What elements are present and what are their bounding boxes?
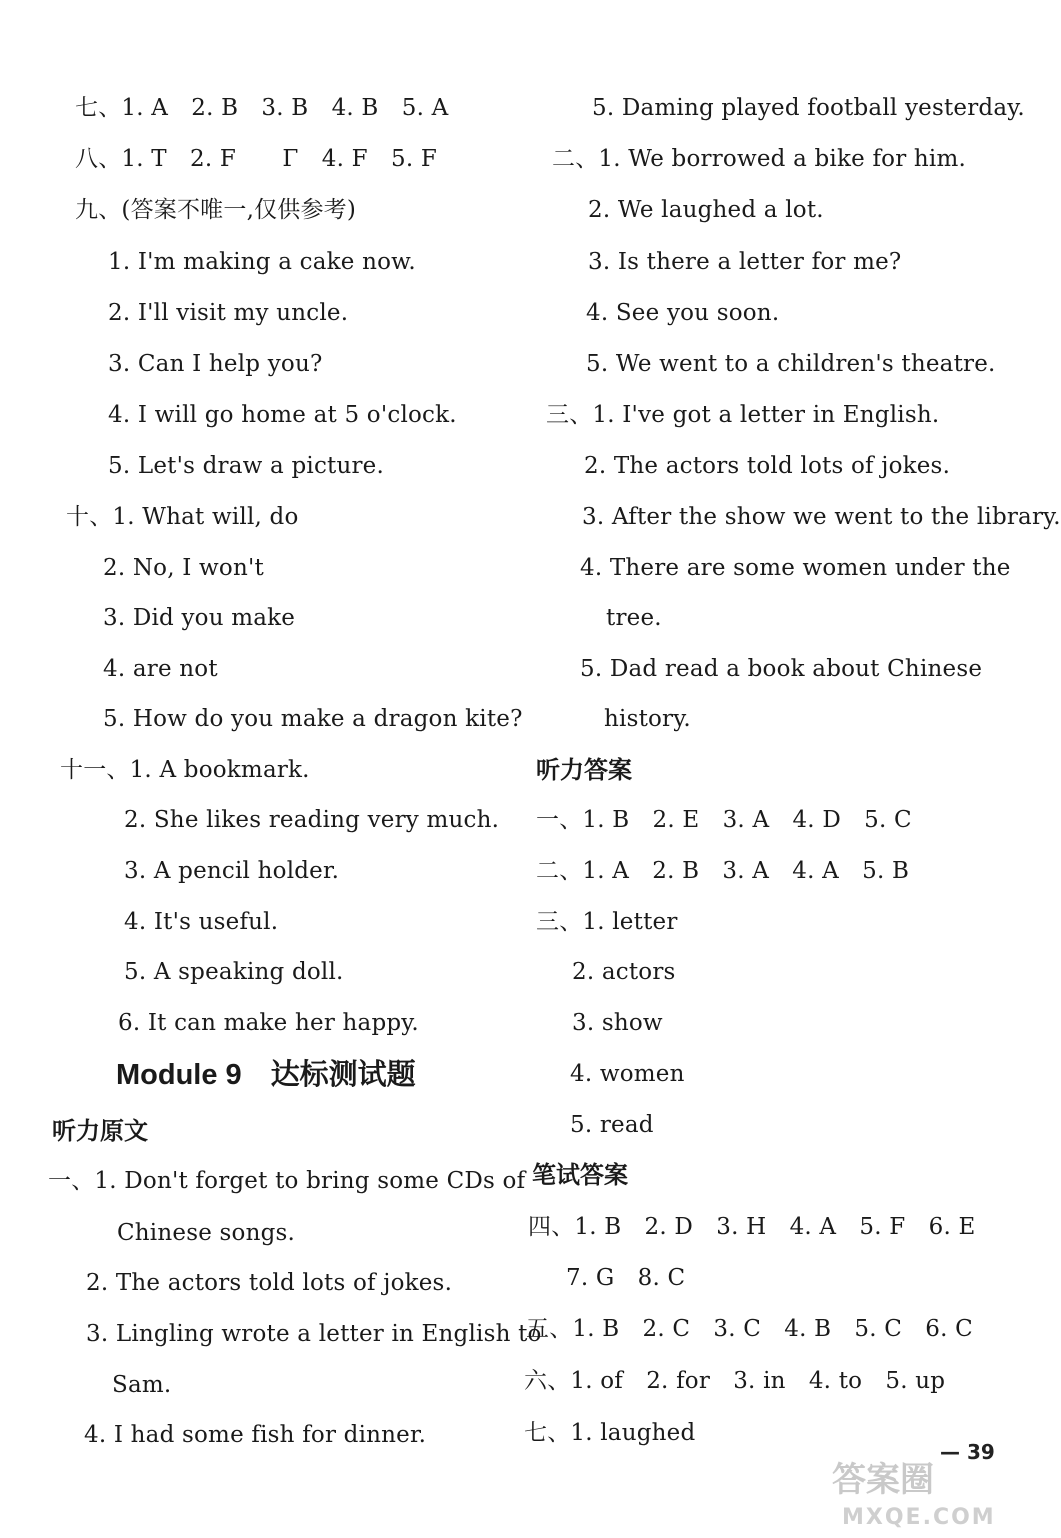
answer-line: 2. actors [572,959,676,985]
answer-line: 3. Did you make [103,605,296,631]
answer-line: 二、1. We borrowed a bike for him. [552,146,966,172]
answer-line: 7. G 8. C [566,1265,686,1291]
answer-line: 5. Daming played football yesterday. [592,95,1025,121]
answer-line: 2. She likes reading very much. [124,807,500,833]
answer-line: 五、1. B 2. C 3. C 4. B 5. C 6. C [526,1316,973,1342]
answer-line: 四、1. B 2. D 3. H 4. A 5. F 6. E [528,1214,976,1240]
answer-line: 4. I will go home at 5 o'clock. [108,402,457,428]
answer-line: 4. See you soon. [586,300,780,326]
answer-line: 2. I'll visit my uncle. [108,300,349,326]
answer-line: 6. It can make her happy. [118,1010,419,1036]
module-title: Module 9 达标测试题 [116,1059,416,1091]
answer-line: 三、1. letter [536,909,678,935]
answer-line: 3. Can I help you? [108,351,323,377]
answer-line: 3. Is there a letter for me? [588,249,902,275]
answer-line: 一、1. Don't forget to bring some CDs of [48,1168,526,1194]
answer-line: 2. We laughed a lot. [588,197,824,223]
answer-line: 5. read [570,1112,654,1138]
answer-line: 三、1. I've got a letter in English. [546,402,940,428]
answer-line: history. [604,706,691,732]
answer-line: 4. There are some women under the [580,555,1011,581]
watermark-logo: 答案圈 [832,1460,934,1500]
answer-line: 5. Dad read a book about Chinese [580,656,983,682]
section-heading: 听力原文 [52,1117,148,1145]
answer-line: 七、1. A 2. B 3. B 4. B 5. A [75,95,449,121]
section-heading: 笔试答案 [532,1161,628,1189]
section-heading: 听力答案 [536,756,632,784]
answer-line: 2. The actors told lots of jokes. [86,1270,453,1296]
answer-line: 4. are not [103,656,218,682]
answer-line: 5. We went to a children's theatre. [586,351,996,377]
answer-line: 八、1. T 2. F Γ 4. F 5. F [75,146,437,172]
answer-line: 十、1. What will, do [66,504,299,530]
answer-line: 七、1. laughed [524,1420,696,1446]
answer-line: 六、1. of 2. for 3. in 4. to 5. up [524,1368,946,1394]
answer-line: 5. Let's draw a picture. [108,453,385,479]
answer-line: 3. Lingling wrote a letter in English to [86,1321,542,1347]
watermark-url: MXQE.COM [842,1505,996,1530]
answer-line: 5. How do you make a dragon kite? [103,706,523,732]
answer-line: 十一、1. A bookmark. [60,757,310,783]
answer-line: 3. show [572,1010,663,1036]
answer-line: 1. I'm making a cake now. [108,249,416,275]
answer-line: 一、1. B 2. E 3. A 4. D 5. C [536,807,912,833]
answer-line: 3. A pencil holder. [124,858,340,884]
answer-line: 3. After the show we went to the library. [582,504,1061,530]
answer-line: 4. I had some fish for dinner. [84,1422,427,1448]
answer-line: tree. [606,605,662,631]
answer-line: 4. women [570,1061,685,1087]
page-number: — 39 [940,1440,995,1464]
answer-line: 2. The actors told lots of jokes. [584,453,951,479]
answer-line: 4. It's useful. [124,909,279,935]
answer-line: 二、1. A 2. B 3. A 4. A 5. B [536,858,910,884]
answer-line: Chinese songs. [117,1220,296,1246]
answer-line: 2. No, I won't [103,555,264,581]
answer-line: Sam. [112,1372,172,1398]
answer-line: 5. A speaking doll. [124,959,344,985]
answer-line: 九、(答案不唯一,仅供参考) [75,197,357,223]
